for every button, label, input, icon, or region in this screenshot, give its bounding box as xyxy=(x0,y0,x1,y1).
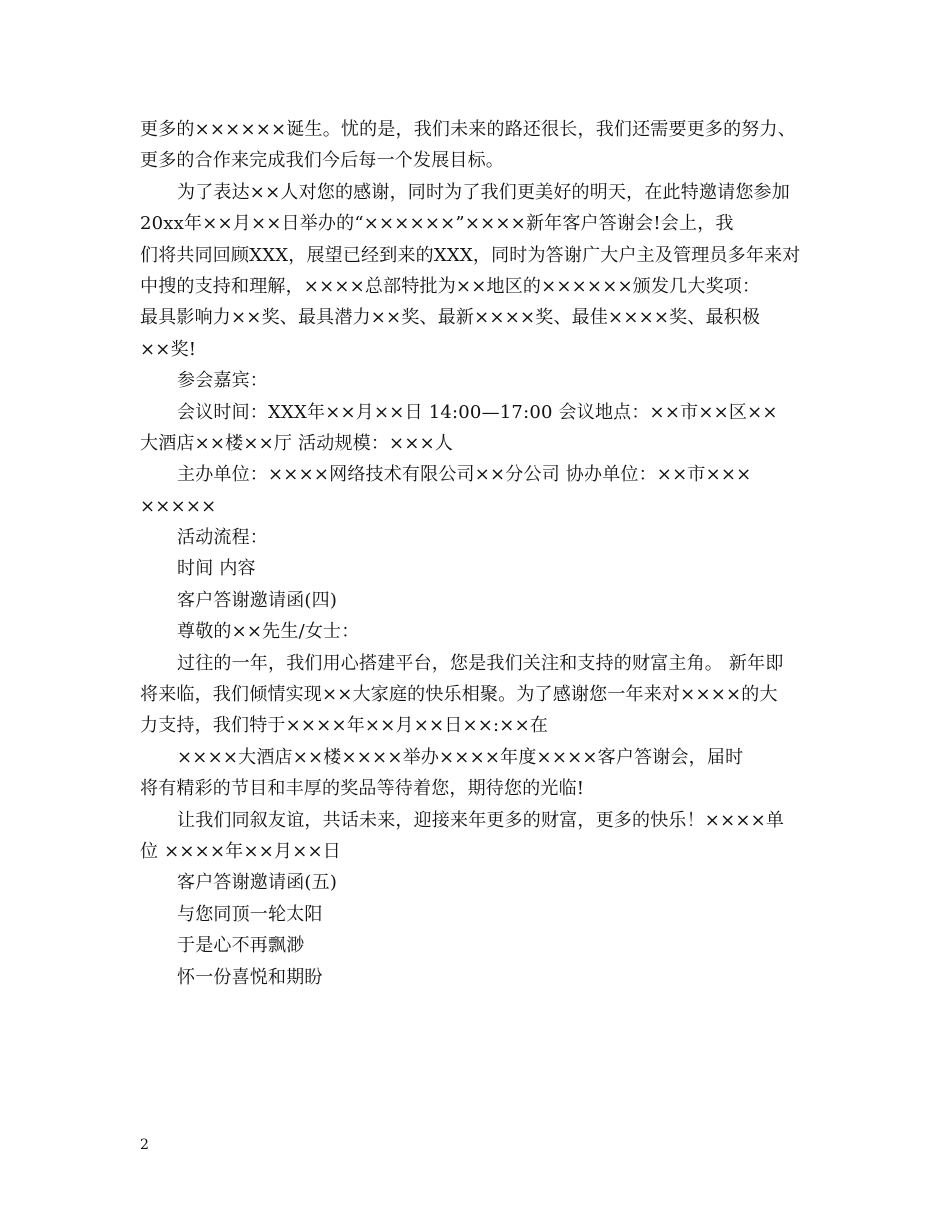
text-line: 位 ××××年××月××日 xyxy=(140,840,341,862)
text-line: ××××大酒店××楼××××举办××××年度××××客户答谢会，届时 xyxy=(177,746,744,768)
text-line: 让我们同叙友谊，共话未来，迎接来年更多的财富，更多的快乐！××××单 xyxy=(177,809,785,831)
text-line: 尊敬的××先生/女士： xyxy=(177,621,360,643)
text-line: 客户答谢邀请函(四) xyxy=(177,589,338,611)
text-line: 将有精彩的节目和丰厚的奖品等待着您，期待您的光临! xyxy=(140,778,585,800)
text-line: 为了表达××人对您的感谢，同时为了我们更美好的明天，在此特邀请您参加 xyxy=(177,181,790,203)
text-line: 怀一份喜悦和期盼 xyxy=(177,966,323,988)
text-line: 参会嘉宾： xyxy=(177,370,268,392)
text-line: 时间 内容 xyxy=(177,558,256,580)
text-line: 大酒店××楼××厅 活动规模：×××人 xyxy=(140,432,454,454)
text-line: 于是心不再飘渺 xyxy=(177,935,305,957)
text-line: 20xx年××月××日举办的“××××××”××××新年客户答谢会!会上，我 xyxy=(140,213,734,235)
text-line: 将来临，我们倾情实现××大家庭的快乐相聚。为了感谢您一年来对××××的大 xyxy=(140,684,778,706)
text-line: 会议时间：XXX年××月××日 14:00—17:00 会议地点：××市××区×× xyxy=(177,401,778,423)
text-line: 与您同顶一轮太阳 xyxy=(177,903,323,925)
text-line: 主办单位：××××网络技术有限公司××分公司 协办单位：××市××× xyxy=(177,464,752,486)
text-line: 过往的一年，我们用心搭建平台，您是我们关注和支持的财富主角。 新年即 xyxy=(177,652,784,674)
text-line: 更多的合作来完成我们今后每一个发展目标。 xyxy=(140,150,504,172)
text-line: 最具影响力××奖、最具潜力××奖、最新××××奖、最佳××××奖、最积极 xyxy=(140,307,761,329)
text-line: ××奖! xyxy=(140,338,197,360)
page-number: 2 xyxy=(140,1137,149,1153)
text-line: 活动流程： xyxy=(177,527,268,549)
text-line: 更多的××××××诞生。忧的是，我们未来的路还很长，我们还需要更多的努力、 xyxy=(140,119,796,140)
text-line: ××××× xyxy=(140,495,217,517)
text-line: 力支持，我们特于××××年××月××日××:××在 xyxy=(140,715,549,737)
text-line: 客户答谢邀请函(五) xyxy=(177,872,338,894)
body-text xyxy=(140,114,830,993)
text-line: 们将共同回顾XXX，展望已经到来的XXX，同时为答谢广大户主及管理员多年来对 xyxy=(140,244,801,266)
text-line: 中搜的支持和理解，××××总部特批为××地区的××××××颁发几大奖项： xyxy=(140,275,761,297)
